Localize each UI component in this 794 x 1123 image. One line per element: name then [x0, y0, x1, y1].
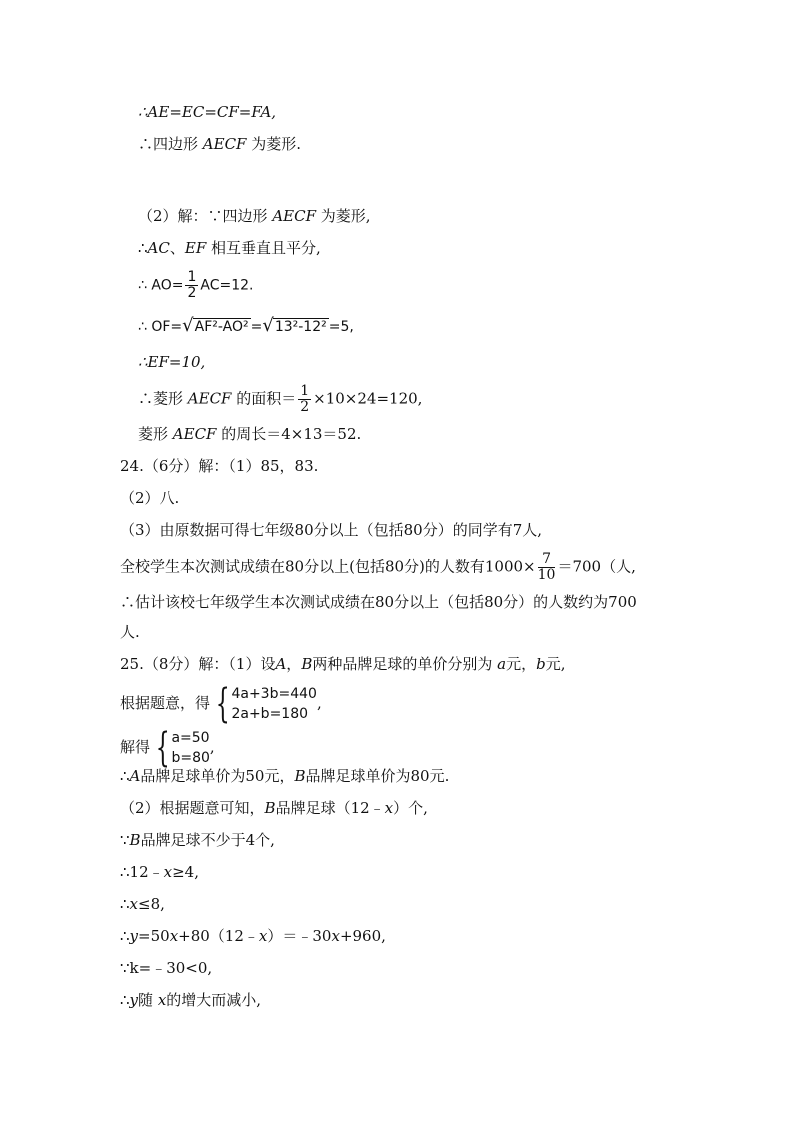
line-q25-monotonic — [120, 990, 261, 1010]
text: +960, — [339, 927, 386, 945]
text: 的面积＝ — [231, 389, 297, 408]
fraction-one-half: $\frac{1}{2}$ — [187, 269, 197, 301]
text: 品牌足球（12﹣ — [275, 799, 385, 817]
text: 的增大而减小, — [166, 991, 262, 1009]
line-ef-value — [138, 352, 205, 372]
line-q25-inequality — [120, 862, 199, 882]
text: ＝700（人, — [557, 557, 636, 576]
text: （2）根据题意可知， — [120, 799, 265, 817]
text: ∴ — [120, 767, 130, 785]
text: ∴EF=10, — [138, 353, 206, 371]
text: 全校学生本次测试成绩在80分以上(包括80分)的人数有1000× — [120, 557, 536, 576]
text: B — [129, 831, 141, 849]
text: ∴ — [120, 927, 130, 945]
text: ∴ OF= — [138, 319, 183, 335]
text: =50 — [138, 927, 170, 945]
text: ∵ — [120, 831, 130, 849]
sqrt-icon: √ — [182, 315, 194, 336]
text: ×10×24=120, — [313, 389, 423, 408]
radicand: 13²-12² — [274, 319, 327, 335]
solution-system: a=50 b=80 — [171, 730, 210, 766]
text: AC — [147, 239, 170, 257]
text: AC=12. — [200, 277, 254, 294]
line-q24-part2 — [120, 488, 179, 508]
text: 为菱形, — [315, 207, 371, 225]
text: , — [209, 738, 215, 756]
line-part2-start — [138, 206, 371, 226]
text: 相互垂直且平分, — [206, 239, 321, 257]
text: 菱形 — [138, 425, 173, 443]
radicand: AF²-AO² — [194, 319, 249, 335]
text: ∴ — [120, 991, 130, 1009]
line-q25-system — [120, 681, 322, 727]
line-q25-x-bound — [120, 894, 165, 914]
text: 24.（6分）解：（1）85，83. — [120, 457, 319, 475]
line-ao-equation — [138, 270, 253, 301]
line-q25-slope — [120, 958, 212, 978]
text: ）＝﹣30 — [267, 927, 332, 945]
brace-icon: { — [215, 681, 230, 727]
text: x — [169, 927, 179, 945]
text: ∴ — [120, 895, 130, 913]
text: a — [497, 655, 507, 673]
line-q24-part1 — [120, 456, 318, 476]
text: x — [129, 895, 139, 913]
text: B — [301, 655, 313, 673]
line-perimeter — [138, 424, 361, 444]
text: ∴估计该校七年级学生本次测试成绩在80分以上（包括80分）的人数约为700 — [120, 593, 637, 611]
text: x — [163, 863, 173, 881]
text: ≤8, — [138, 895, 165, 913]
line-q25-solution — [120, 725, 215, 771]
fraction-seven-tenths: $\frac{7}{10}$ — [537, 551, 556, 583]
equation-system: 4a+3b=440 2a+b=180 — [231, 686, 317, 722]
text: x — [331, 927, 340, 945]
line-q24-estimate — [120, 552, 636, 583]
text: 品牌足球不少于4个, — [140, 831, 275, 849]
line-q25-condition — [120, 830, 275, 850]
text: 人. — [120, 623, 140, 641]
text: （3）由原数据可得七年级80分以上（包括80分）的同学有7人, — [120, 521, 543, 539]
text: 随 — [138, 991, 158, 1009]
line-rhombus-conclusion — [138, 134, 301, 154]
text: b — [536, 655, 546, 673]
text: y — [129, 991, 139, 1009]
text: 元， — [506, 655, 537, 673]
text: y — [129, 927, 139, 945]
text: 元, — [545, 655, 566, 673]
text: ∵k=﹣30<0, — [120, 959, 213, 977]
text: ）个, — [393, 799, 428, 817]
text: x — [258, 927, 268, 945]
text: 品牌足球单价为80元. — [305, 767, 450, 785]
text: ∴12﹣ — [120, 863, 164, 881]
line-ae-ec-cf-fa — [138, 102, 276, 122]
text: 25.（8分）解：（1）设 — [120, 655, 276, 673]
line-perpendicular-bisect — [138, 238, 321, 258]
text: x — [157, 991, 167, 1009]
line-q25-prices — [120, 766, 449, 786]
line-q24-conclusion — [120, 592, 637, 612]
text: =5, — [328, 319, 354, 335]
text: AECF — [172, 425, 217, 443]
text: ≥4, — [172, 863, 199, 881]
text: ∴ AO= — [138, 277, 184, 294]
text: B — [264, 799, 276, 817]
text: ∴菱形 — [138, 389, 188, 408]
text: 为菱形. — [246, 135, 301, 153]
text: 两种品牌足球的单价分别为 — [312, 655, 498, 673]
text: 根据题意，得 — [120, 694, 211, 712]
text: ∴ — [138, 239, 148, 257]
text: 解得 — [120, 738, 151, 756]
text: ， — [286, 655, 302, 673]
text: +80（12﹣ — [178, 927, 259, 945]
text: AECF — [272, 207, 316, 225]
text: （2）八. — [120, 489, 180, 507]
text: 的周长＝4×13＝52. — [216, 425, 362, 443]
line-q25-function — [120, 926, 386, 946]
line-q25-part2 — [120, 798, 428, 818]
text: = — [250, 319, 263, 335]
brace-icon: { — [155, 725, 170, 771]
text: ∴四边形 — [138, 135, 203, 153]
text: B — [294, 767, 306, 785]
text: AECF — [187, 389, 232, 408]
line-of-equation — [138, 316, 354, 337]
text: , — [316, 694, 322, 712]
line-q24-unit — [120, 622, 140, 642]
text: x — [384, 799, 394, 817]
sqrt-icon: √ — [262, 315, 274, 336]
text: A — [129, 767, 141, 785]
text: A — [275, 655, 287, 673]
text: 、 — [169, 239, 185, 257]
fraction-one-half: $\frac{1}{2}$ — [300, 383, 310, 415]
text: EF — [184, 239, 207, 257]
line-area — [138, 384, 422, 415]
text: 品牌足球单价为50元， — [140, 767, 295, 785]
line-q25-setup — [120, 654, 565, 674]
line-q24-part3 — [120, 520, 542, 540]
text: （2）解：∵四边形 — [138, 207, 273, 225]
text: AECF — [202, 135, 247, 153]
text: ∴AE=EC=CF=FA, — [138, 103, 277, 121]
